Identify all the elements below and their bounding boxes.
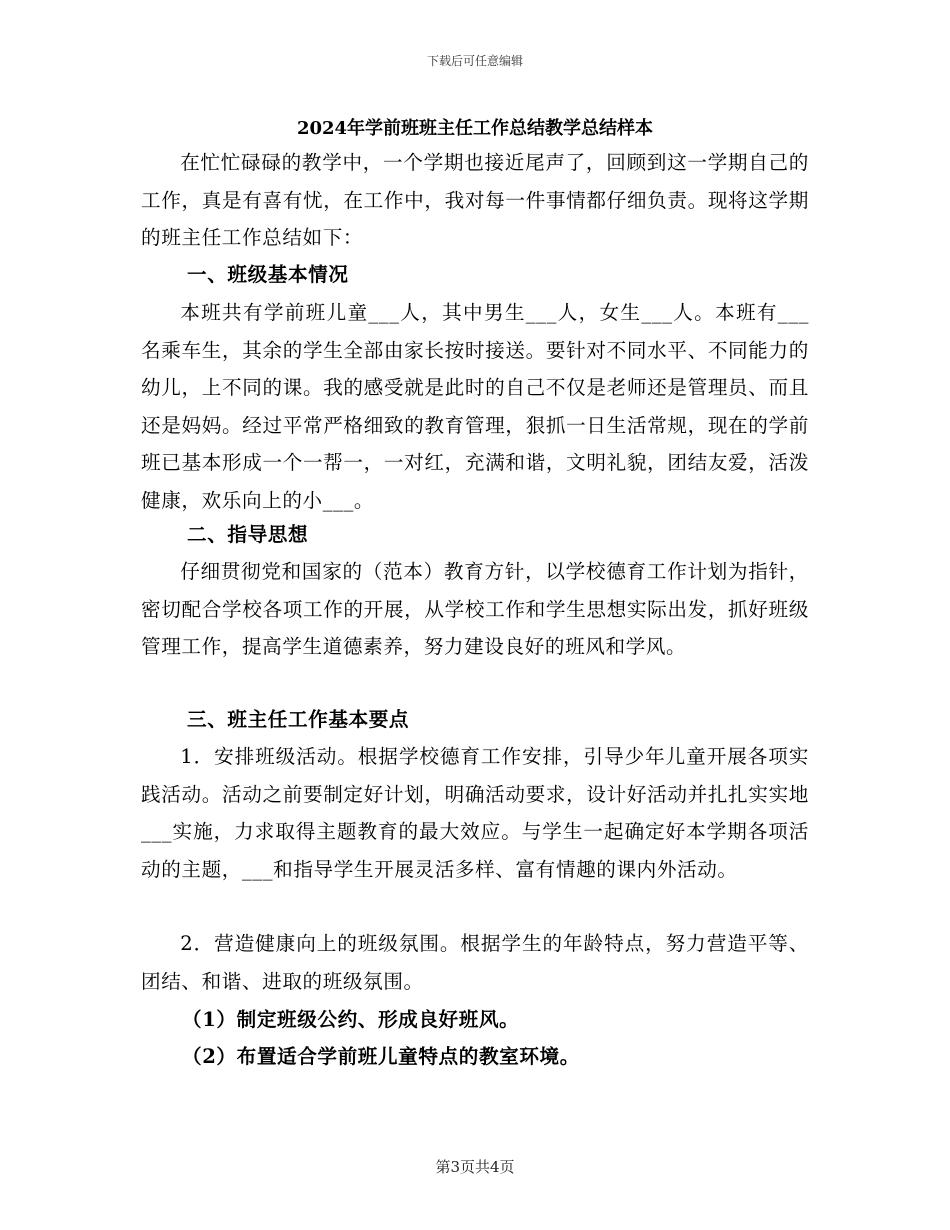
section3-item1: 1．安排班级活动。根据学校德育工作安排，引导少年儿童开展各项实践活动。活动之前要制定好计划，明确活动要求，设计好活动并扎扎实实地___实施，力求取得主题教育的最大效应。与学生一起确定好本学期各项活动的主题，___和指导学生开展灵活多样、富有情趣的课内外活动。 [141,745,809,881]
section3-item2-block [141,925,809,1000]
section3-item1-block [141,738,809,888]
section3-heading: 三、班主任工作基本要点 [187,708,410,731]
section3-sub2: （2）布置适合学前班儿童特点的教室环境。 [182,1045,580,1068]
section3-item2: 2．营造健康向上的班级氛围。根据学生的年龄特点，努力营造平等、团结、和谐、进取的班级氛围。 [141,932,809,993]
section2-paragraph: 仔细贯彻党和国家的（范本）教育方针，以学校德育工作计划为指针，密切配合学校各项工作的开展，从学校工作和学生思想实际出发，抓好班级管理工作，提高学生道德素养，努力建设良好的班风和学风。 [141,560,809,658]
section1-paragraph: 本班共有学前班儿童___人，其中男生___人，女生___人。本班有___名乘车生，其余的学生全部由家长按时接送。要针对不同水平、不同能力的幼儿，上不同的课。我的感受就是此时的自己不仅是老师还是管理员、而且还是妈妈。经过平常严格细致的教育管理，狠抓一日生活常规，现在的学前班已基本形成一个一帮一，一对红，充满和谐，文明礼貌，团结友爱，活泼健康，欢乐向上的小___。 [141,301,809,512]
intro-paragraph: 在忙忙碌碌的教学中，一个学期也接近尾声了，回顾到这一学期自己的工作，真是有喜有忧，在工作中，我对每一件事情都仔细负责。现将这学期的班主任工作总结如下： [141,151,809,249]
header-note: 下载后可任意编辑 [426,54,523,68]
page-number-footer: 第3页共4页 [435,1158,515,1176]
section2-heading: 二、指导思想 [187,523,309,546]
intro-paragraph-block [141,144,809,257]
section3-sub1: （1）制定班级公约、形成良好班风。 [182,1008,520,1031]
section1-paragraph-block [141,294,809,519]
section2-paragraph-block [141,553,809,666]
document-title: 2024年学前班班主任工作总结教学总结样本 [296,118,654,139]
section1-heading: 一、班级基本情况 [187,263,349,286]
